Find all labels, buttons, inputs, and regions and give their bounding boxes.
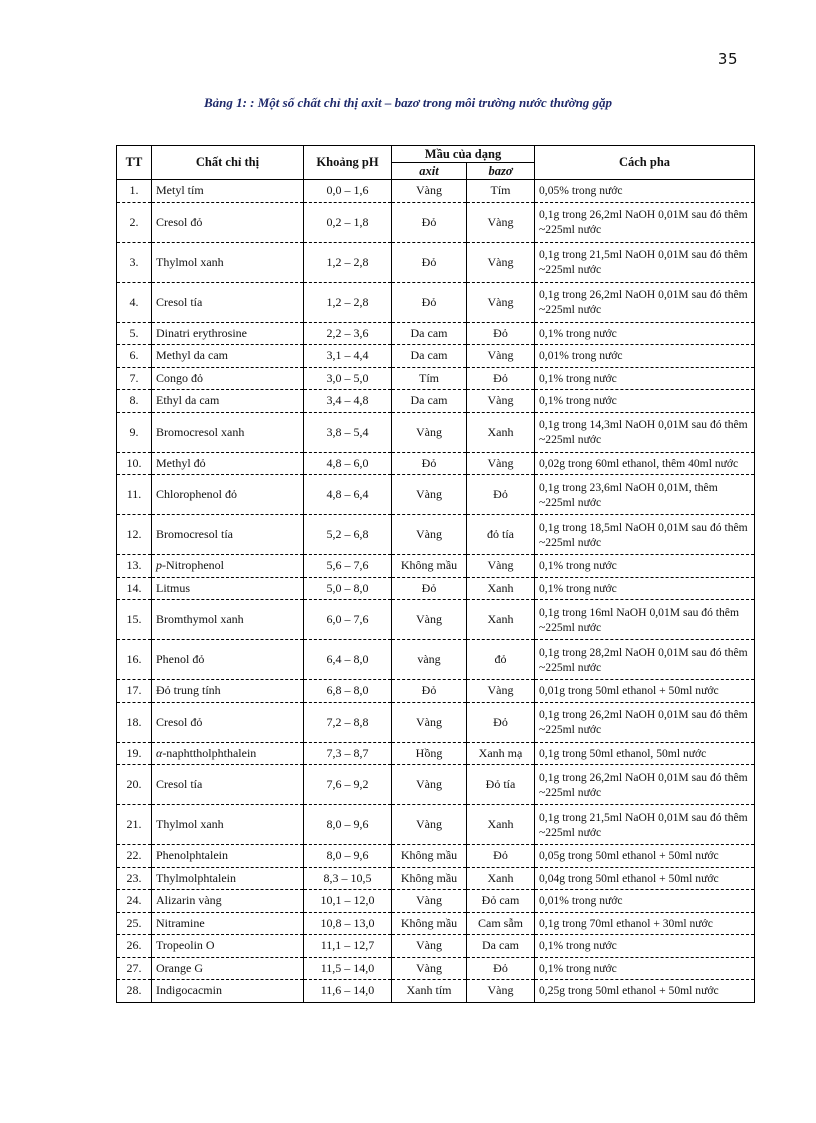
- table-body: [117, 180, 755, 1003]
- ph-range: 5,2 – 6,8: [304, 515, 392, 555]
- indicator-name: [152, 957, 304, 980]
- indicator-table: [116, 145, 755, 1003]
- indicator-name: [152, 202, 304, 242]
- ph-range: 10,8 – 13,0: [304, 912, 392, 935]
- indicator-name: [152, 702, 304, 742]
- indicator-name: [152, 452, 304, 475]
- indicator-name-text: Orange G: [156, 960, 203, 975]
- table-row: [117, 412, 755, 452]
- acid-color: Không mầu: [392, 845, 467, 868]
- indicator-name: [152, 912, 304, 935]
- base-color: Vàng: [467, 680, 535, 703]
- row-number: 24.: [117, 890, 152, 913]
- acid-color: Vàng: [392, 765, 467, 805]
- indicator-name-text: Indigocacmin: [156, 983, 222, 998]
- indicator-name: [152, 805, 304, 845]
- row-number: 20.: [117, 765, 152, 805]
- preparation: 0,1% trong nước: [535, 935, 755, 958]
- table-row: [117, 680, 755, 703]
- preparation: 0,1g trong 23,6ml NaOH 0,01M, thêm ~225ml nước: [535, 475, 755, 515]
- preparation: 0,1% trong nước: [535, 367, 755, 390]
- table-row: [117, 845, 755, 868]
- indicator-name-text: Methyl đỏ: [156, 455, 206, 470]
- indicator-name: [152, 742, 304, 765]
- table-caption: Bảng 1: : Một số chất chỉ thị axit – bazơ trong môi trường nước thường gặp: [203, 95, 613, 110]
- indicator-name: [152, 600, 304, 640]
- acid-color: Xanh tím: [392, 980, 467, 1003]
- acid-color: Đỏ: [392, 680, 467, 703]
- acid-color: Vàng: [392, 475, 467, 515]
- indicator-name-text: Thylmol xanh: [156, 254, 224, 269]
- table-row: [117, 702, 755, 742]
- preparation: 0,05% trong nước: [535, 180, 755, 203]
- base-color: Vàng: [467, 980, 535, 1003]
- ph-range: 7,2 – 8,8: [304, 702, 392, 742]
- base-color: Đỏ: [467, 367, 535, 390]
- preparation: 0,01% trong nước: [535, 890, 755, 913]
- ph-range: 2,2 – 3,6: [304, 322, 392, 345]
- preparation: 0,01g trong 50ml ethanol + 50ml nước: [535, 680, 755, 703]
- base-color: Đỏ: [467, 702, 535, 742]
- base-color: Xanh: [467, 600, 535, 640]
- acid-color: Vàng: [392, 957, 467, 980]
- table-row: [117, 912, 755, 935]
- table-row: [117, 475, 755, 515]
- preparation: 0,1g trong 50ml ethanol, 50ml nước: [535, 742, 755, 765]
- preparation: 0,05g trong 50ml ethanol + 50ml nước: [535, 845, 755, 868]
- ph-range: 0,0 – 1,6: [304, 180, 392, 203]
- acid-color: Đỏ: [392, 242, 467, 282]
- preparation: 0,25g trong 50ml ethanol + 50ml nước: [539, 984, 719, 998]
- base-color: Đỏ: [467, 957, 535, 980]
- ph-range: 11,1 – 12,7: [304, 935, 392, 958]
- base-color: Xanh: [467, 577, 535, 600]
- row-number: 7.: [117, 367, 152, 390]
- table-row: [117, 957, 755, 980]
- table-row: [117, 282, 755, 322]
- indicator-name: [152, 390, 304, 413]
- header-base-form: bazơ: [467, 163, 535, 180]
- indicator-name-text: Cresol tía: [156, 294, 203, 309]
- table-row: [117, 980, 755, 1003]
- ph-range: 8,3 – 10,5: [304, 867, 392, 890]
- ph-range: 5,0 – 8,0: [304, 577, 392, 600]
- base-color: Vàng: [467, 345, 535, 368]
- header-indicator: Chất chỉ thị: [152, 146, 304, 180]
- row-number: 3.: [117, 242, 152, 282]
- row-number: 26.: [117, 935, 152, 958]
- indicator-name: [152, 412, 304, 452]
- indicator-name-text: Bromocresol xanh: [156, 424, 245, 439]
- indicator-name: [152, 555, 304, 578]
- base-color: Vàng: [467, 202, 535, 242]
- acid-color: Đỏ: [392, 282, 467, 322]
- base-color: Đỏ: [467, 845, 535, 868]
- base-color: đỏ tía: [467, 515, 535, 555]
- table-row: [117, 640, 755, 680]
- indicator-name-text: -Nitrophenol: [162, 558, 224, 573]
- base-color: Đỏ: [467, 322, 535, 345]
- ph-range: 11,5 – 14,0: [304, 957, 392, 980]
- indicator-name: [152, 765, 304, 805]
- ph-range: 10,1 – 12,0: [304, 890, 392, 913]
- indicator-name: [152, 515, 304, 555]
- indicator-name-text: Ethyl da cam: [156, 393, 220, 408]
- ph-range: 4,8 – 6,0: [304, 452, 392, 475]
- ph-range: 3,0 – 5,0: [304, 367, 392, 390]
- row-number: 12.: [117, 515, 152, 555]
- indicator-name-text: Chlorophenol đỏ: [156, 487, 237, 501]
- row-number: 23.: [117, 867, 152, 890]
- indicator-name-text: Methyl da cam: [156, 348, 228, 363]
- indicator-name: [152, 242, 304, 282]
- ph-range: 6,0 – 7,6: [304, 600, 392, 640]
- indicator-name-text: Cresol đỏ: [156, 214, 203, 229]
- row-number: 18.: [117, 702, 152, 742]
- preparation: 0,1g trong 26,2ml NaOH 0,01M sau đó thêm ~225ml nước: [535, 202, 755, 242]
- row-number: 21.: [117, 805, 152, 845]
- indicator-name-text: Nitramine: [156, 915, 205, 930]
- indicator-name: [152, 890, 304, 913]
- base-color: Xanh mạ: [467, 742, 535, 765]
- indicator-name: [152, 577, 304, 600]
- base-color: Xanh: [467, 412, 535, 452]
- acid-color: Vàng: [392, 805, 467, 845]
- table-row: [117, 890, 755, 913]
- base-color: Vàng: [467, 452, 535, 475]
- ph-range: 7,6 – 9,2: [304, 765, 392, 805]
- ph-range: 0,2 – 1,8: [304, 202, 392, 242]
- acid-color: Đỏ: [392, 577, 467, 600]
- preparation: 0,1g trong 18,5ml NaOH 0,01M sau đó thêm ~225ml nước: [535, 515, 755, 555]
- preparation: 0,01% trong nước: [535, 345, 755, 368]
- row-number: 10.: [117, 452, 152, 475]
- indicator-name-text: -naphttholphthalein: [162, 745, 257, 760]
- row-number: 27.: [117, 957, 152, 980]
- table-row: [117, 345, 755, 368]
- base-color: Vàng: [467, 242, 535, 282]
- row-number: 16.: [117, 640, 152, 680]
- row-number: 5.: [117, 322, 152, 345]
- preparation: 0,1% trong nước: [535, 390, 755, 413]
- base-color: Đỏ cam: [467, 890, 535, 913]
- row-number: 4.: [117, 282, 152, 322]
- table-row: [117, 742, 755, 765]
- row-number: 28.: [117, 980, 152, 1003]
- indicator-name: [152, 180, 304, 203]
- preparation: 0,1g trong 70ml ethanol + 30ml nước: [535, 912, 755, 935]
- indicator-name-text: Congo đỏ: [156, 370, 204, 385]
- row-number: 1.: [117, 180, 152, 203]
- acid-color: Đỏ: [392, 202, 467, 242]
- acid-color: Không mầu: [392, 867, 467, 890]
- indicator-name: [152, 980, 304, 1003]
- indicator-name-text: Đỏ trung tính: [156, 683, 221, 698]
- table-row: [117, 935, 755, 958]
- acid-color: Không mầu: [392, 912, 467, 935]
- ph-range: 7,3 – 8,7: [304, 742, 392, 765]
- preparation: 0,1% trong nước: [535, 555, 755, 578]
- ph-range: 8,0 – 9,6: [304, 845, 392, 868]
- indicator-name-text: Thylmol xanh: [156, 817, 224, 831]
- base-color: Đỏ tía: [467, 765, 535, 805]
- indicator-name: [152, 935, 304, 958]
- acid-color: Vàng: [392, 890, 467, 913]
- base-color: Tím: [467, 180, 535, 203]
- acid-color: Hồng: [392, 742, 467, 765]
- row-number: 8.: [117, 390, 152, 413]
- ph-range: 4,8 – 6,4: [304, 475, 392, 515]
- preparation: 0,1% trong nước: [535, 322, 755, 345]
- indicator-name: [152, 867, 304, 890]
- ph-range: 3,8 – 5,4: [304, 412, 392, 452]
- table-row: [117, 452, 755, 475]
- ph-range: 8,0 – 9,6: [304, 805, 392, 845]
- preparation: 0,04g trong 50ml ethanol + 50ml nước: [535, 867, 755, 890]
- base-color: Xanh: [467, 867, 535, 890]
- table-row: [117, 180, 755, 203]
- indicator-name: [152, 640, 304, 680]
- indicator-name-text: Phenolphtalein: [156, 848, 228, 863]
- header-acid-form: axit: [392, 163, 467, 180]
- indicator-name-text: Dinatri erythrosine: [156, 325, 247, 340]
- indicator-name-text: Metyl tím: [156, 183, 204, 198]
- indicator-name: [152, 322, 304, 345]
- indicator-name-text: Cresol tía: [156, 777, 203, 791]
- acid-color: Vàng: [392, 702, 467, 742]
- table-row: [117, 515, 755, 555]
- acid-color: Đỏ: [392, 452, 467, 475]
- table-row: [117, 202, 755, 242]
- base-color: Da cam: [467, 935, 535, 958]
- indicator-name-text: Cresol đỏ: [156, 714, 203, 729]
- indicator-name-text: Phenol đỏ: [156, 652, 205, 666]
- base-color: Cam sẫm: [467, 912, 535, 935]
- table-row: [117, 242, 755, 282]
- preparation: 0,1g trong 14,3ml NaOH 0,01M sau đó thêm ~225ml nước: [535, 412, 755, 452]
- base-color: Vàng: [467, 282, 535, 322]
- preparation: 0,1g trong 21,5ml NaOH 0,01M sau đó thêm ~225ml nước: [535, 242, 755, 282]
- base-color: Vàng: [467, 555, 535, 578]
- preparation: 0,1g trong 16ml NaOH 0,01M sau đó thêm ~225ml nước: [535, 600, 755, 640]
- indicator-name-text: Bromocresol tía: [156, 527, 233, 541]
- acid-color: Không mầu: [392, 555, 467, 578]
- table-row: [117, 765, 755, 805]
- row-number: 19.: [117, 742, 152, 765]
- preparation: 0,02g trong 60ml ethanol, thêm 40ml nước: [535, 452, 755, 475]
- table-row: [117, 367, 755, 390]
- indicator-name-text: Tropeolin O: [156, 938, 215, 953]
- row-number: 2.: [117, 202, 152, 242]
- ph-range: 5,6 – 7,6: [304, 555, 392, 578]
- ph-range: 1,2 – 2,8: [304, 242, 392, 282]
- preparation: 0,1g trong 21,5ml NaOH 0,01M sau đó thêm ~225ml nước: [535, 805, 755, 845]
- ph-range: 3,1 – 4,4: [304, 345, 392, 368]
- acid-color: vàng: [392, 640, 467, 680]
- row-number: 15.: [117, 600, 152, 640]
- preparation: 0,1g trong 26,2ml NaOH 0,01M sau đó thêm ~225ml nước: [535, 765, 755, 805]
- base-color: Xanh: [467, 805, 535, 845]
- acid-color: Da cam: [392, 345, 467, 368]
- table-row: [117, 555, 755, 578]
- table-row: [117, 805, 755, 845]
- ph-range: 6,8 – 8,0: [304, 680, 392, 703]
- indicator-name: [152, 680, 304, 703]
- row-number: 6.: [117, 345, 152, 368]
- header-preparation: Cách pha: [535, 146, 755, 180]
- acid-color: Tím: [392, 367, 467, 390]
- preparation: 0,1g trong 26,2ml NaOH 0,01M sau đó thêm ~225ml nước: [535, 282, 755, 322]
- indicator-name: [152, 345, 304, 368]
- row-number: 14.: [117, 577, 152, 600]
- preparation: 0,1% trong nước: [535, 957, 755, 980]
- row-number: 13.: [117, 555, 152, 578]
- header-color-group: Mầu của dạng: [392, 146, 535, 163]
- row-number: 22.: [117, 845, 152, 868]
- preparation: 0,1% trong nước: [535, 577, 755, 600]
- acid-color: Vàng: [392, 412, 467, 452]
- header-tt: TT: [117, 146, 152, 180]
- indicator-name: [152, 282, 304, 322]
- preparation: 0,1g trong 26,2ml NaOH 0,01M sau đó thêm ~225ml nước: [535, 702, 755, 742]
- acid-color: Vàng: [392, 515, 467, 555]
- base-color: đỏ: [467, 640, 535, 680]
- ph-range: 3,4 – 4,8: [304, 390, 392, 413]
- indicator-name-text: Bromthymol xanh: [156, 612, 244, 626]
- acid-color: Vàng: [392, 935, 467, 958]
- row-number: 9.: [117, 412, 152, 452]
- table-row: [117, 577, 755, 600]
- indicator-name: [152, 845, 304, 868]
- ph-range: 6,4 – 8,0: [304, 640, 392, 680]
- preparation: 0,1g trong 28,2ml NaOH 0,01M sau đó thêm ~225ml nước: [535, 640, 755, 680]
- page-number: 35: [717, 50, 738, 68]
- table-row: [117, 600, 755, 640]
- base-color: Vàng: [467, 390, 535, 413]
- indicator-name-prefix: p: [156, 558, 162, 573]
- acid-color: Vàng: [392, 600, 467, 640]
- base-color: Đỏ: [467, 475, 535, 515]
- row-number: 25.: [117, 912, 152, 935]
- indicator-name-text: Litmus: [156, 580, 191, 595]
- acid-color: Da cam: [392, 322, 467, 345]
- indicator-name-text: Thylmolphtalein: [156, 870, 236, 885]
- acid-color: Vàng: [392, 180, 467, 203]
- ph-range: 1,2 – 2,8: [304, 282, 392, 322]
- table-row: [117, 390, 755, 413]
- indicator-name: [152, 475, 304, 515]
- indicator-name: [152, 367, 304, 390]
- indicator-name-text: Alizarin vàng: [156, 893, 222, 908]
- row-number: 17.: [117, 680, 152, 703]
- acid-color: Da cam: [392, 390, 467, 413]
- header-ph-range: Khoảng pH: [304, 146, 392, 180]
- table-row: [117, 867, 755, 890]
- table-row: [117, 322, 755, 345]
- row-number: 11.: [117, 475, 152, 515]
- ph-range: 11,6 – 14,0: [304, 980, 392, 1003]
- indicator-name-prefix: α: [156, 745, 163, 760]
